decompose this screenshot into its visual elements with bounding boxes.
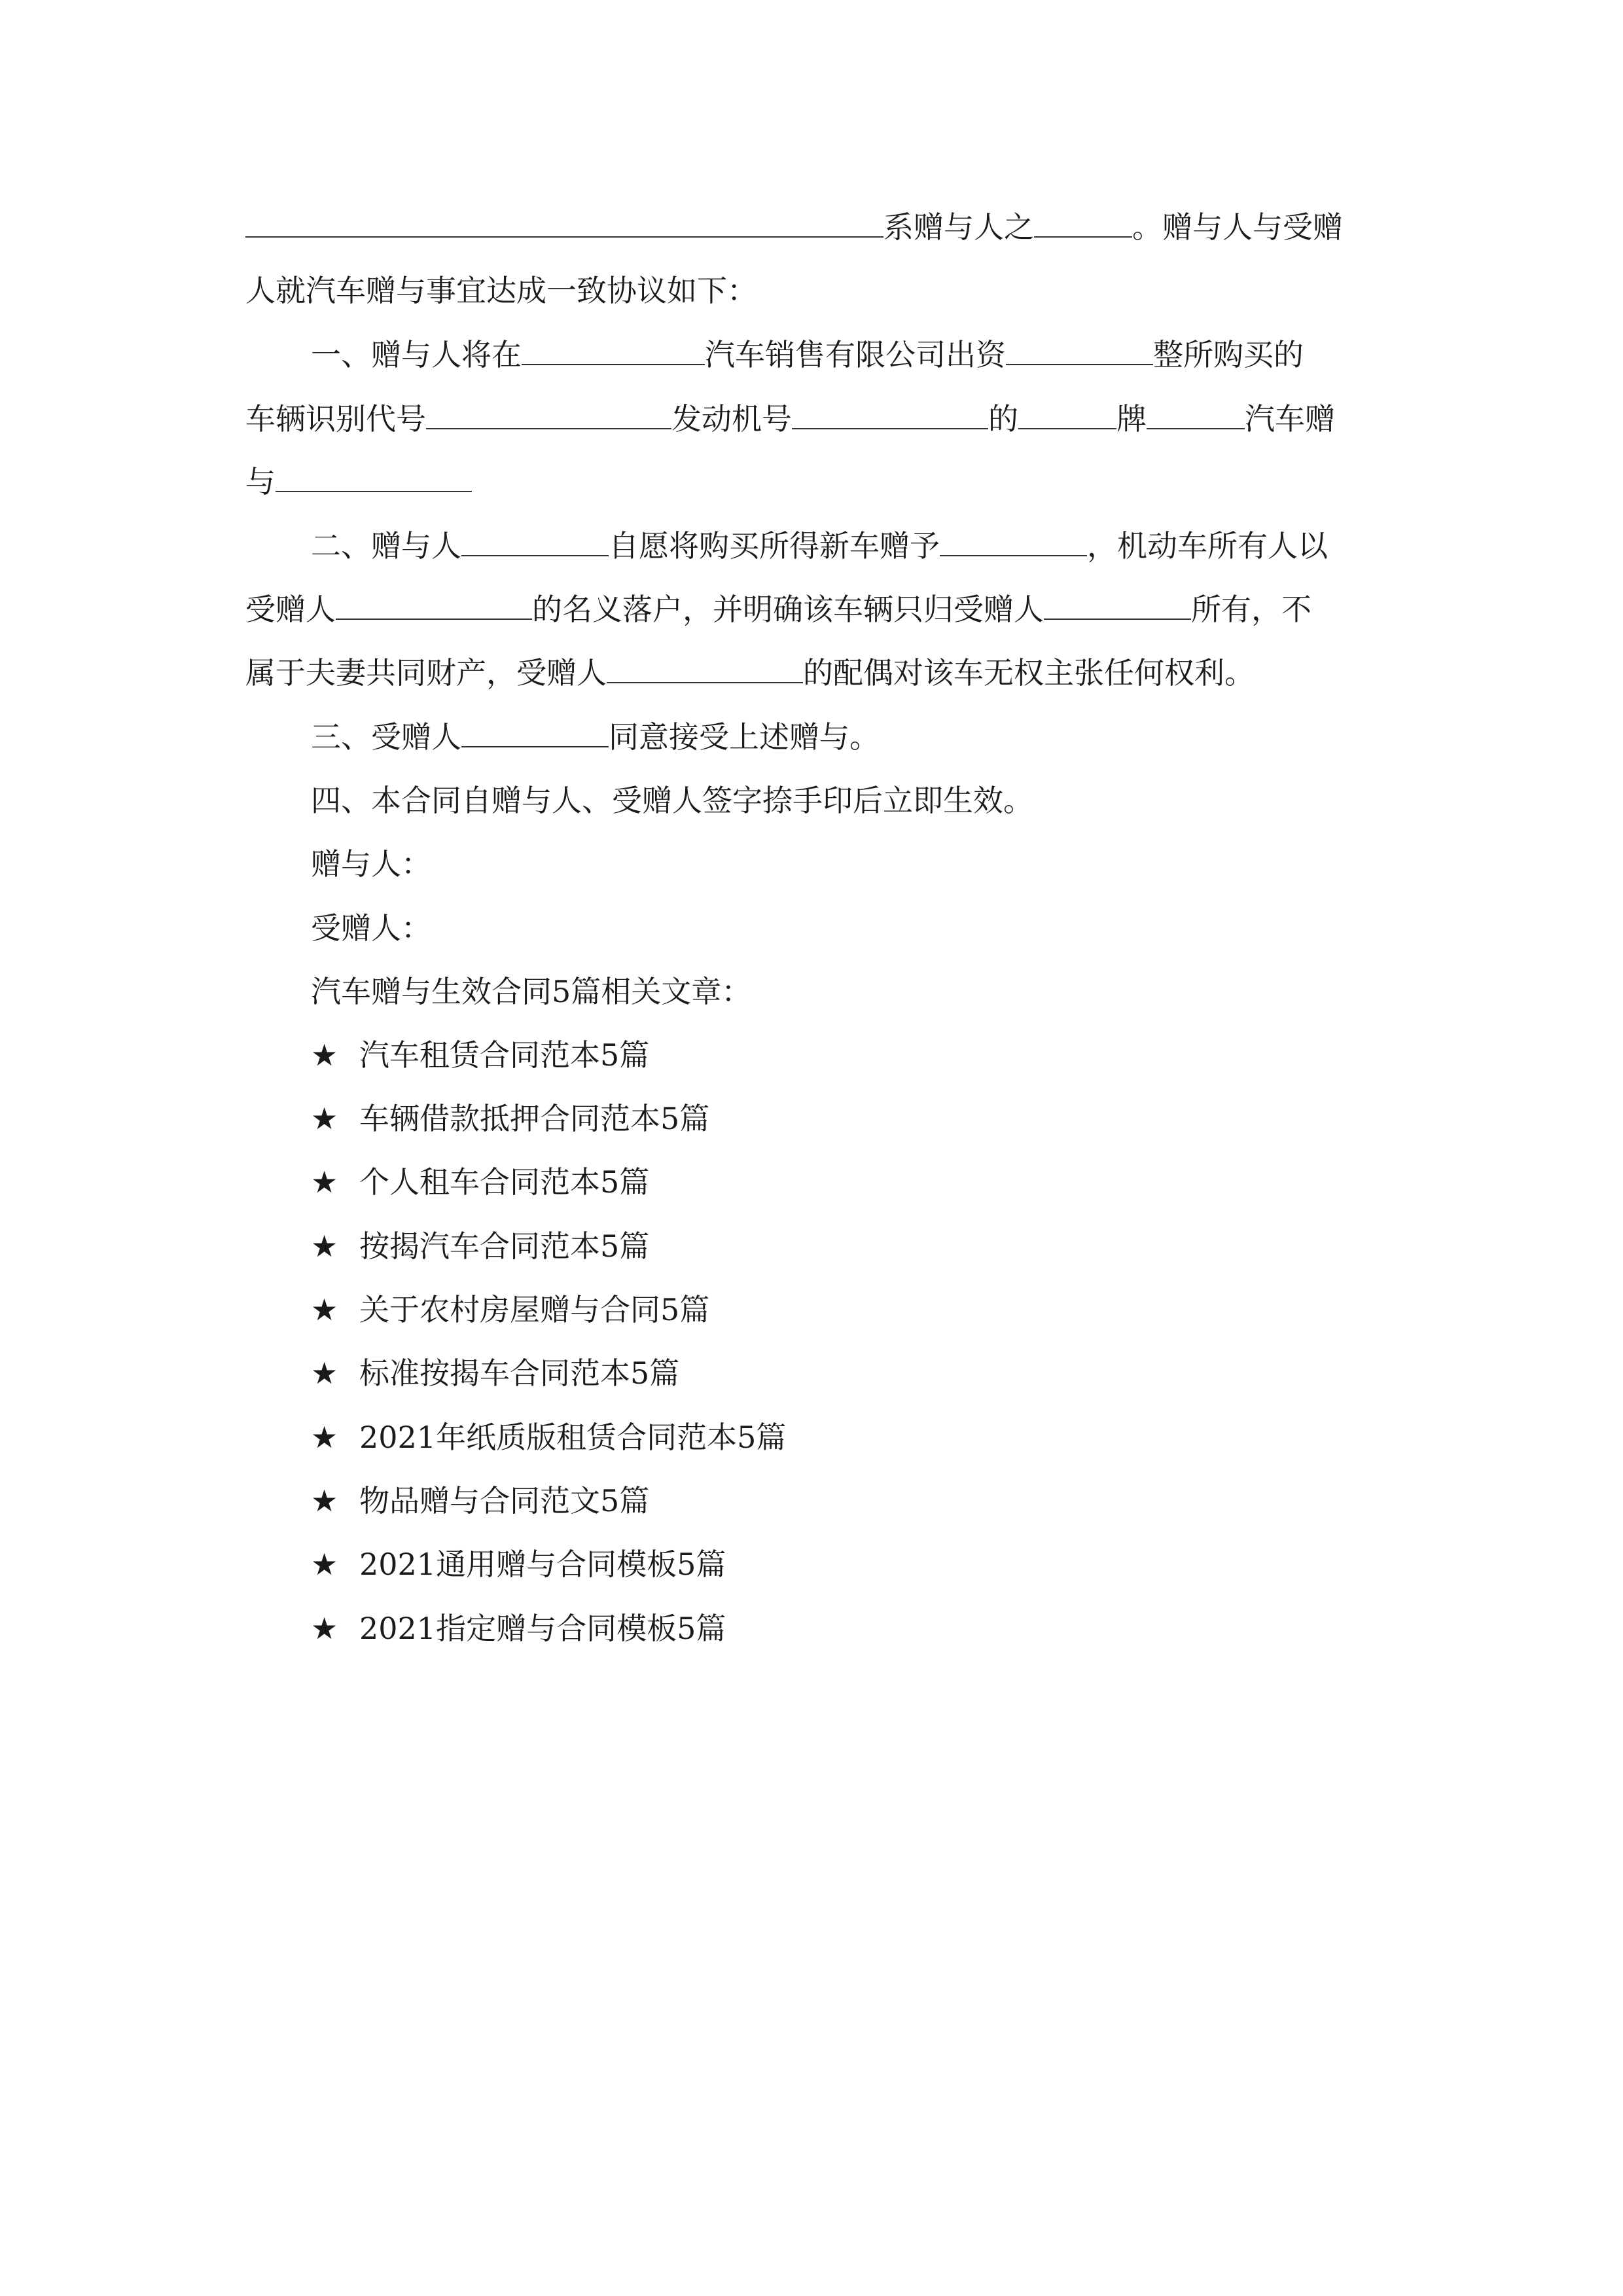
- star-icon: ★: [311, 1292, 338, 1327]
- clause2-line-3: [245, 653, 1255, 692]
- blank-field: [1006, 335, 1153, 365]
- clause-text: 车辆识别代号: [245, 401, 426, 437]
- star-icon: ★: [311, 1229, 338, 1264]
- donee-signature-label: 受赠人：: [311, 910, 431, 946]
- related-item[interactable]: [311, 1418, 786, 1457]
- clause-text: ，机动车所有人以: [1087, 528, 1328, 564]
- related-item[interactable]: [311, 1290, 709, 1329]
- clause-text: 同意接受上述赠与。: [609, 719, 880, 755]
- related-item[interactable]: [311, 1227, 649, 1266]
- clause-text: 一、赠与人将在: [311, 337, 522, 372]
- blank-field: [1034, 207, 1132, 238]
- related-item[interactable]: [311, 1354, 679, 1393]
- star-icon: ★: [311, 1355, 338, 1391]
- clause1-line-2: [245, 399, 1335, 439]
- related-item[interactable]: [311, 1481, 649, 1520]
- blank-field: [607, 653, 803, 683]
- blank-field: [522, 335, 705, 365]
- blank-field: [426, 399, 671, 429]
- related-link[interactable]: 车辆借款抵押合同范本5篇: [359, 1101, 710, 1136]
- clause-text: 汽车销售有限公司出资: [705, 337, 1006, 372]
- clause4-line: 四、本合同自赠与人、受赠人签字捺手印后立即生效。: [311, 783, 1033, 818]
- clause-text: 牌: [1116, 401, 1147, 437]
- blank-field: [940, 526, 1087, 556]
- star-icon: ★: [311, 1420, 338, 1455]
- blank-field: [245, 207, 883, 238]
- related-link[interactable]: 2021年纸质版租赁合同范本5篇: [359, 1420, 787, 1455]
- clause-text: 与: [245, 464, 276, 499]
- clause2-line-1: [311, 526, 1328, 565]
- related-link[interactable]: 个人租车合同范本5篇: [359, 1164, 650, 1200]
- donor-signature-label: 赠与人：: [311, 846, 431, 882]
- star-icon: ★: [311, 1164, 338, 1200]
- blank-field: [336, 590, 532, 620]
- intro-text: 系赠与人之: [883, 209, 1034, 245]
- clause-text: 受赠人: [245, 592, 336, 627]
- star-icon: ★: [311, 1483, 338, 1518]
- star-icon: ★: [311, 1101, 338, 1136]
- star-icon: ★: [311, 1547, 338, 1582]
- related-heading: 汽车赠与生效合同5篇相关文章：: [311, 974, 752, 1009]
- intro-line-1: [245, 207, 1343, 247]
- related-item[interactable]: [311, 1609, 726, 1648]
- intro-line-2: 人就汽车赠与事宜达成一致协议如下：: [245, 273, 757, 308]
- clause-text: 发动机号: [671, 401, 792, 437]
- related-link[interactable]: 2021指定赠与合同模板5篇: [359, 1611, 726, 1646]
- clause-text: 三、受赠人: [311, 719, 461, 755]
- blank-field: [1044, 590, 1191, 620]
- clause-text: 所有，不: [1191, 592, 1311, 627]
- related-item[interactable]: [311, 1099, 709, 1138]
- clause-text: 的名义落户，并明确该车辆只归受赠人: [532, 592, 1044, 627]
- clause-text: 自愿将购买所得新车赠予: [609, 528, 940, 564]
- related-item[interactable]: [311, 1162, 649, 1202]
- blank-field: [276, 462, 472, 492]
- clause-text: 的配偶对该车无权主张任何权利。: [803, 655, 1255, 691]
- clause-text: 整所购买的: [1153, 337, 1304, 372]
- clause-text: 二、赠与人: [311, 528, 461, 564]
- clause1-line-3: [245, 462, 472, 501]
- clause1-line-1: [311, 335, 1304, 374]
- clause-text: 属于夫妻共同财产，受赠人: [245, 655, 607, 691]
- blank-field: [1147, 399, 1245, 429]
- related-link[interactable]: 物品赠与合同范文5篇: [359, 1483, 650, 1518]
- clause-text: 汽车赠: [1245, 401, 1335, 437]
- blank-field: [1018, 399, 1116, 429]
- star-icon: ★: [311, 1611, 338, 1646]
- related-link[interactable]: 2021通用赠与合同模板5篇: [359, 1547, 726, 1582]
- intro-tail: 。赠与人与受赠: [1132, 209, 1343, 245]
- related-item[interactable]: [311, 1035, 649, 1075]
- blank-field: [461, 526, 609, 556]
- related-item[interactable]: [311, 1545, 726, 1584]
- related-link[interactable]: 关于农村房屋赠与合同5篇: [359, 1292, 710, 1327]
- related-link[interactable]: 汽车租赁合同范本5篇: [359, 1037, 650, 1073]
- clause2-line-2: [245, 590, 1311, 629]
- related-link[interactable]: 标准按揭车合同范本5篇: [359, 1355, 680, 1391]
- star-icon: ★: [311, 1037, 338, 1073]
- related-link[interactable]: 按揭汽车合同范本5篇: [359, 1229, 650, 1264]
- blank-field: [792, 399, 988, 429]
- clause3-line: [311, 717, 880, 757]
- blank-field: [461, 717, 609, 747]
- clause-text: 的: [988, 401, 1018, 437]
